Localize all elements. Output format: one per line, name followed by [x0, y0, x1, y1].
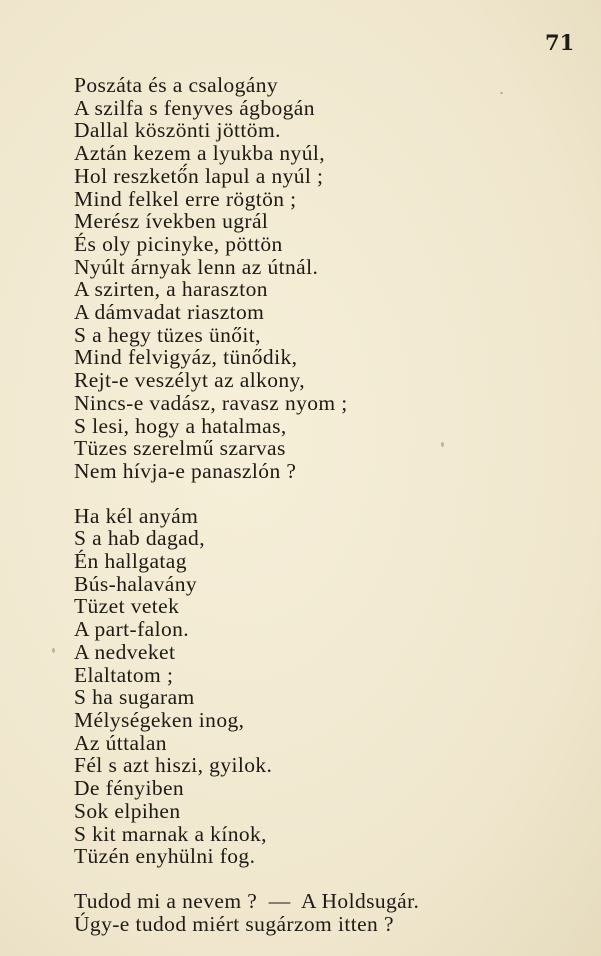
- poem-line: Aztán kezem a lyukba nyúl,: [74, 141, 325, 166]
- poem-line: Fél s azt hiszi, gyilok.: [74, 753, 273, 778]
- poem-line: S a hab dagad,: [74, 526, 205, 551]
- poem-line: És oly picinyke, pöttön: [74, 231, 283, 256]
- paper-speck: [52, 648, 55, 653]
- poem-line: Poszáta és a csalogány: [74, 73, 279, 97]
- poem-line: Tüzes szerelmű szarvas: [74, 436, 286, 461]
- poem-line: Tüzet vetek: [74, 594, 180, 619]
- poem-line: Tüzén enyhülni fog.: [74, 844, 256, 869]
- poem-line: Nincs-e vadász, ravasz nyom ;: [74, 390, 348, 415]
- poem-line: Nyúlt árnyak lenn az útnál.: [74, 254, 319, 279]
- poem-line: Nem hívja-e panaszlón ?: [74, 458, 297, 483]
- poem-line: Tudod mi a nevem ? — A Holdsugár.: [74, 888, 420, 913]
- poem-line: A dámvadat riasztom: [74, 300, 265, 325]
- poem-line: S ha sugaram: [74, 685, 195, 710]
- poem-line: S lesi, hogy a hatalmas,: [74, 413, 287, 438]
- poem-line: Mind felvigyáz, tünődik,: [74, 345, 298, 370]
- poem-line: Hol reszkető́n lapul a nyúl ;: [74, 163, 324, 188]
- poem-line: Bús-halavány: [74, 571, 198, 596]
- stanza-2: [74, 505, 419, 868]
- poem-line: Dallal köszönti jöttöm.: [74, 118, 281, 143]
- poem-line: S kit marnak a kínok,: [74, 821, 267, 846]
- poem-line: A nedveket: [74, 639, 176, 664]
- poem-line: Merész ívekben ugrál: [74, 209, 269, 234]
- poem-line: Sok elpihen: [74, 798, 181, 823]
- paper-speck: [500, 92, 503, 94]
- poem-line: Az úttalan: [74, 730, 167, 755]
- poem-line: A szirten, a haraszton: [74, 277, 268, 302]
- poem-line: De fényiben: [74, 776, 185, 801]
- page-number: 71: [545, 30, 575, 55]
- stanza-3: [74, 890, 419, 935]
- poem-line: S a hegy tüzes ünőit,: [74, 322, 261, 347]
- poem-line: Mind felkel erre rögtön ;: [74, 186, 297, 211]
- poem-line: A part-falon.: [74, 617, 190, 642]
- poem: [74, 74, 419, 935]
- poem-line: A szilfa s fenyves ágbogán: [74, 95, 315, 120]
- poem-line: Elaltatom ;: [74, 662, 174, 687]
- poem-line: Ha kél anyám: [74, 503, 199, 528]
- poem-line: Én hallgatag: [74, 549, 187, 574]
- poem-line: Mélységeken inog,: [74, 707, 245, 732]
- stanza-1: [74, 74, 419, 483]
- poem-line: Rejt-e veszélyt az alkony,: [74, 368, 306, 393]
- poem-line: Úgy-e tudod miért sugárzom itten ?: [74, 911, 394, 936]
- paper-speck: [441, 442, 444, 447]
